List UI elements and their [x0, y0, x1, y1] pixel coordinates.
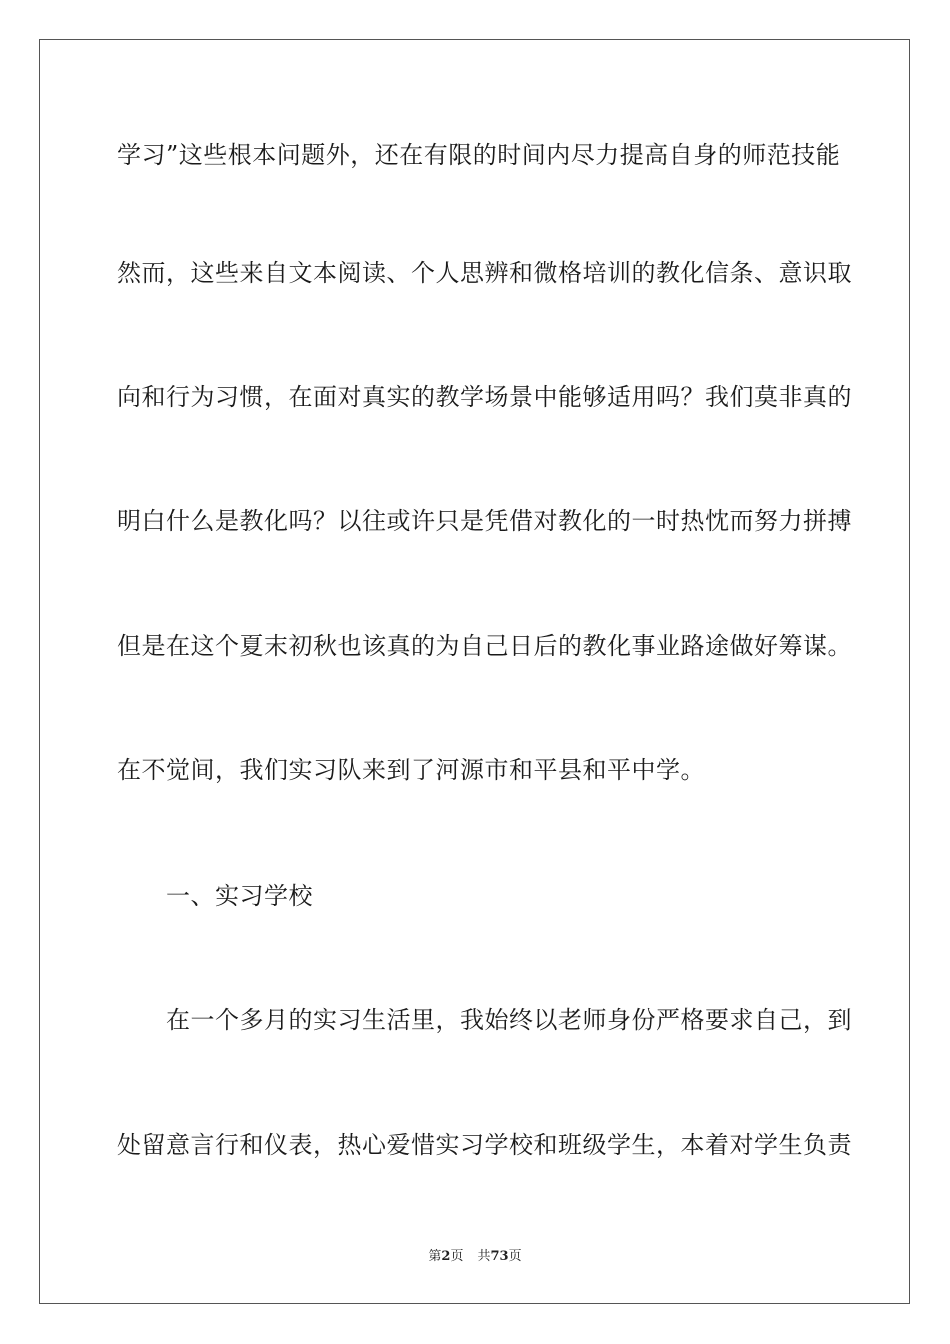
body-text-line: 然而，这些来自文本阅读、个人思辨和微格培训的教化信条、意识取 [117, 259, 852, 287]
total-prefix: 共 [477, 1249, 491, 1264]
page-number: 2 [441, 1249, 451, 1264]
page-prefix: 第 [428, 1249, 442, 1264]
body-text-line: 在不觉间，我们实习队来到了河源市和平县和平中学。 [117, 756, 705, 784]
total-suffix: 页 [508, 1249, 522, 1264]
section-heading: 一、实习学校 [166, 882, 313, 910]
page-footer [0, 1248, 950, 1266]
body-text-line: 向和行为习惯，在面对真实的教学场景中能够适用吗？我们莫非真的 [117, 383, 852, 411]
body-text-line: 处留意言行和仪表，热心爱惜实习学校和班级学生，本着对学生负责 [117, 1131, 852, 1159]
body-text-line: 在一个多月的实习生活里，我始终以老师身份严格要求自己，到 [166, 1006, 852, 1034]
total-pages: 73 [490, 1249, 509, 1264]
page-suffix: 页 [450, 1249, 464, 1264]
body-text-line: 学习”这些根本问题外，还在有限的时间内尽力提高自身的师范技能 [117, 141, 841, 169]
body-text-line: 明白什么是教化吗？以往或许只是凭借对教化的一时热忱而努力拼搏 [117, 507, 852, 535]
page-border [39, 39, 910, 1304]
body-text-line: 但是在这个夏末初秋也该真的为自己日后的教化事业路途做好筹谋。 [117, 632, 852, 660]
